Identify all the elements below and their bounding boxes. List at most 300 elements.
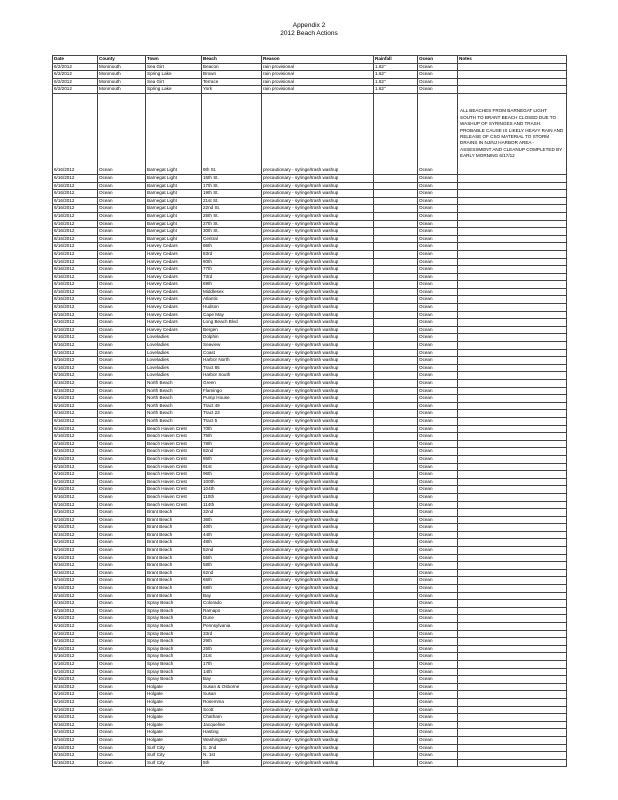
column-header: Reason [262, 56, 374, 64]
county-cell: Ocean [98, 266, 146, 274]
reason-cell: precautionary - syringe/trash washup [262, 395, 374, 403]
date-cell: 6/16/2012 [53, 736, 98, 744]
rainfall-cell [374, 676, 418, 684]
date-cell: 6/16/2012 [53, 342, 98, 350]
beach-cell: Scott [202, 706, 262, 714]
town-cell: Brant Beach [146, 516, 202, 524]
town-cell: Harvey Cedars [146, 304, 202, 312]
county-cell: Ocean [98, 509, 146, 517]
rainfall-cell [374, 357, 418, 365]
county-cell: Ocean [98, 425, 146, 433]
rainfall-cell [374, 630, 418, 638]
water-body-cell: Ocean [418, 326, 458, 334]
date-cell: 6/16/2012 [53, 569, 98, 577]
rainfall-cell [374, 433, 418, 441]
reason-cell: precautionary - syringe/trash washup [262, 380, 374, 388]
beach-cell: 78th [202, 440, 262, 448]
reason-cell: precautionary - syringe/trash washup [262, 250, 374, 258]
notes-cell [458, 759, 567, 767]
county-cell: Ocean [98, 410, 146, 418]
rainfall-cell [374, 592, 418, 600]
reason-cell: rain provisional [262, 86, 374, 94]
county-cell: Ocean [98, 683, 146, 691]
notes-cell [458, 660, 567, 668]
town-cell: Harvey Cedars [146, 266, 202, 274]
rainfall-cell [374, 585, 418, 593]
water-body-cell: Ocean [418, 493, 458, 501]
notes-cell [458, 569, 567, 577]
date-cell: 6/16/2012 [53, 190, 98, 198]
reason-cell: precautionary - syringe/trash washup [262, 402, 374, 410]
reason-cell: precautionary - syringe/trash washup [262, 630, 374, 638]
notes-cell [458, 372, 567, 380]
table-row [53, 463, 567, 471]
town-cell: Holgate [146, 683, 202, 691]
date-cell: 6/16/2012 [53, 691, 98, 699]
town-cell: Harvey Cedars [146, 296, 202, 304]
county-cell: Ocean [98, 197, 146, 205]
date-cell: 6/16/2012 [53, 182, 98, 190]
rainfall-cell [374, 615, 418, 623]
beach-cell: 65th [202, 577, 262, 585]
notes-cell [458, 425, 567, 433]
date-cell: 6/16/2012 [53, 623, 98, 631]
table-body [53, 63, 567, 767]
county-cell: Ocean [98, 676, 146, 684]
water-body-cell: Ocean [418, 71, 458, 79]
beach-cell: 86th [202, 243, 262, 251]
notes-cell [458, 326, 567, 334]
town-cell: Harvey Cedars [146, 311, 202, 319]
notes-cell [458, 585, 567, 593]
water-body-cell: Ocean [418, 197, 458, 205]
town-cell: Spray Beach [146, 630, 202, 638]
rainfall-cell [374, 744, 418, 752]
county-cell: Ocean [98, 630, 146, 638]
water-body-cell: Ocean [418, 698, 458, 706]
notes-cell [458, 228, 567, 236]
water-body-cell: Ocean [418, 569, 458, 577]
notes-cell [458, 516, 567, 524]
column-header: Town [146, 56, 202, 64]
water-body-cell: Ocean [418, 645, 458, 653]
water-body-cell: Ocean [418, 653, 458, 661]
date-cell: 6/16/2012 [53, 357, 98, 365]
rainfall-cell [374, 714, 418, 722]
town-cell: Loveladies [146, 334, 202, 342]
notes-cell [458, 562, 567, 570]
reason-cell: precautionary - syringe/trash washup [262, 319, 374, 327]
table-row [53, 288, 567, 296]
notes-cell [458, 501, 567, 509]
notes-cell [458, 463, 567, 471]
county-cell: Ocean [98, 600, 146, 608]
date-cell: 6/16/2012 [53, 174, 98, 182]
reason-cell: precautionary - syringe/trash washup [262, 266, 374, 274]
beach-cell: Dune [202, 615, 262, 623]
water-body-cell: Ocean [418, 630, 458, 638]
beach-cell: N. 1st [202, 752, 262, 760]
water-body-cell: Ocean [418, 281, 458, 289]
table-row [53, 691, 567, 699]
rainfall-cell [374, 288, 418, 296]
county-cell: Ocean [98, 547, 146, 555]
reason-cell: precautionary - syringe/trash washup [262, 387, 374, 395]
date-cell: 6/16/2012 [53, 93, 98, 174]
table-row [53, 676, 567, 684]
notes-cell [458, 402, 567, 410]
town-cell: Surf City [146, 752, 202, 760]
town-cell: Loveladies [146, 342, 202, 350]
beach-cell: Brown [202, 71, 262, 79]
water-body-cell: Ocean [418, 706, 458, 714]
rainfall-cell [374, 387, 418, 395]
county-cell: Ocean [98, 706, 146, 714]
date-cell: 6/16/2012 [53, 531, 98, 539]
date-cell: 6/16/2012 [53, 501, 98, 509]
notes-cell [458, 182, 567, 190]
county-cell: Ocean [98, 395, 146, 403]
beach-cell: Pennsylvania [202, 623, 262, 631]
rainfall-cell [374, 668, 418, 676]
town-cell: Spring Lake [146, 86, 202, 94]
rainfall-cell [374, 653, 418, 661]
column-header: County [98, 56, 146, 64]
rainfall-cell [374, 235, 418, 243]
date-cell: 6/16/2012 [53, 744, 98, 752]
date-cell: 6/2/2012 [53, 86, 98, 94]
reason-cell: precautionary - syringe/trash washup [262, 752, 374, 760]
town-cell: Harvey Cedars [146, 319, 202, 327]
notes-cell [458, 395, 567, 403]
county-cell: Ocean [98, 569, 146, 577]
table-row [53, 607, 567, 615]
county-cell: Ocean [98, 623, 146, 631]
town-cell: Sea Girt [146, 78, 202, 86]
water-body-cell: Ocean [418, 334, 458, 342]
table-row [53, 736, 567, 744]
rainfall-cell [374, 509, 418, 517]
county-cell: Ocean [98, 402, 146, 410]
beach-cell: 40th [202, 524, 262, 532]
town-cell: Brant Beach [146, 547, 202, 555]
county-cell: Monmouth [98, 86, 146, 94]
rainfall-cell [374, 478, 418, 486]
date-cell: 6/16/2012 [53, 410, 98, 418]
rainfall-cell [374, 212, 418, 220]
beach-cell: Ramapo [202, 607, 262, 615]
table-row [53, 417, 567, 425]
notes-cell [458, 342, 567, 350]
reason-cell: precautionary - syringe/trash washup [262, 174, 374, 182]
water-body-cell: Ocean [418, 311, 458, 319]
beach-cell: 104th [202, 486, 262, 494]
beach-cell: 86th [202, 455, 262, 463]
reason-cell: precautionary - syringe/trash washup [262, 706, 374, 714]
date-cell: 6/16/2012 [53, 250, 98, 258]
water-body-cell: Ocean [418, 296, 458, 304]
water-body-cell: Ocean [418, 759, 458, 767]
beach-cell: 15th St. [202, 174, 262, 182]
table-row [53, 585, 567, 593]
notes-cell [458, 486, 567, 494]
rainfall-cell [374, 516, 418, 524]
date-cell: 6/16/2012 [53, 273, 98, 281]
table-row [53, 205, 567, 213]
water-body-cell: Ocean [418, 319, 458, 327]
date-cell: 6/16/2012 [53, 417, 98, 425]
beach-cell: 110th [202, 493, 262, 501]
water-body-cell: Ocean [418, 273, 458, 281]
reason-cell: precautionary - syringe/trash washup [262, 228, 374, 236]
reason-cell: precautionary - syringe/trash washup [262, 547, 374, 555]
notes-cell [458, 509, 567, 517]
county-cell: Ocean [98, 364, 146, 372]
reason-cell: precautionary - syringe/trash washup [262, 493, 374, 501]
table-row [53, 433, 567, 441]
date-cell: 6/16/2012 [53, 645, 98, 653]
beach-cell: Long Beach Blvd [202, 319, 262, 327]
reason-cell: precautionary - syringe/trash washup [262, 235, 374, 243]
reason-cell: precautionary - syringe/trash washup [262, 205, 374, 213]
county-cell: Ocean [98, 174, 146, 182]
reason-cell: precautionary - syringe/trash washup [262, 653, 374, 661]
reason-cell: precautionary - syringe/trash washup [262, 554, 374, 562]
beach-cell: Hudson [202, 304, 262, 312]
county-cell: Monmouth [98, 78, 146, 86]
town-cell: Spray Beach [146, 660, 202, 668]
notes-cell [458, 607, 567, 615]
date-cell: 6/16/2012 [53, 463, 98, 471]
date-cell: 6/16/2012 [53, 364, 98, 372]
notes-cell [458, 554, 567, 562]
town-cell: Brant Beach [146, 539, 202, 547]
rainfall-cell [374, 304, 418, 312]
rainfall-cell [374, 524, 418, 532]
town-cell: Beach Haven Crest [146, 463, 202, 471]
water-body-cell: Ocean [418, 243, 458, 251]
beach-cell: 25th St. [202, 212, 262, 220]
town-cell: Spray Beach [146, 653, 202, 661]
reason-cell: precautionary - syringe/trash washup [262, 691, 374, 699]
county-cell: Ocean [98, 220, 146, 228]
reason-cell: precautionary - syringe/trash washup [262, 334, 374, 342]
rainfall-cell [374, 273, 418, 281]
reason-cell: precautionary - syringe/trash washup [262, 311, 374, 319]
water-body-cell: Ocean [418, 607, 458, 615]
water-body-cell: Ocean [418, 478, 458, 486]
water-body-cell: Ocean [418, 417, 458, 425]
town-cell: Loveladies [146, 372, 202, 380]
date-cell: 6/16/2012 [53, 296, 98, 304]
table-row [53, 342, 567, 350]
beach-cell: Middlesex [202, 288, 262, 296]
reason-cell: precautionary - syringe/trash washup [262, 197, 374, 205]
beach-cell: Beacon [202, 63, 262, 71]
table-row [53, 311, 567, 319]
notes-cell [458, 250, 567, 258]
table-row [53, 471, 567, 479]
county-cell: Ocean [98, 729, 146, 737]
beach-cell: Chatham [202, 714, 262, 722]
document-title: Appendix 2 [292, 22, 326, 29]
county-cell: Ocean [98, 417, 146, 425]
town-cell: Loveladies [146, 364, 202, 372]
table-row [53, 372, 567, 380]
beach-cell: Cape May [202, 311, 262, 319]
town-cell: Harvey Cedars [146, 258, 202, 266]
water-body-cell: Ocean [418, 372, 458, 380]
beach-cell: Atlantic [202, 296, 262, 304]
table-row [53, 547, 567, 555]
notes-cell [458, 653, 567, 661]
date-cell: 6/16/2012 [53, 455, 98, 463]
town-cell: Spray Beach [146, 645, 202, 653]
beach-cell: 21st [202, 653, 262, 661]
water-body-cell: Ocean [418, 638, 458, 646]
water-body-cell: Ocean [418, 524, 458, 532]
county-cell: Ocean [98, 326, 146, 334]
rainfall-cell [374, 190, 418, 198]
date-cell: 6/2/2012 [53, 63, 98, 71]
beach-cell: Tract 23 [202, 410, 262, 418]
reason-cell: rain provisional [262, 71, 374, 79]
water-body-cell: Ocean [418, 364, 458, 372]
rainfall-cell [374, 395, 418, 403]
reason-cell: precautionary - syringe/trash washup [262, 364, 374, 372]
rainfall-cell [374, 471, 418, 479]
county-cell: Ocean [98, 380, 146, 388]
rainfall-cell [374, 93, 418, 174]
county-cell: Ocean [98, 288, 146, 296]
beach-cell: Jacqueline [202, 721, 262, 729]
town-cell: Barnegat Light [146, 182, 202, 190]
rainfall-cell [374, 645, 418, 653]
town-cell: Brant Beach [146, 509, 202, 517]
beach-actions-table [52, 55, 567, 767]
table-row [53, 493, 567, 501]
date-cell: 6/16/2012 [53, 220, 98, 228]
beach-cell: 70th [202, 425, 262, 433]
date-cell: 6/16/2012 [53, 600, 98, 608]
rainfall-cell [374, 752, 418, 760]
beach-cell: 96th [202, 471, 262, 479]
date-cell: 6/16/2012 [53, 387, 98, 395]
reason-cell: precautionary - syringe/trash washup [262, 342, 374, 350]
rainfall-cell [374, 683, 418, 691]
reason-cell: precautionary - syringe/trash washup [262, 273, 374, 281]
rainfall-cell [374, 539, 418, 547]
column-header: Ocean [418, 56, 458, 64]
beach-cell: 83rd [202, 250, 262, 258]
rainfall-cell [374, 228, 418, 236]
notes-cell [458, 744, 567, 752]
reason-cell: precautionary - syringe/trash washup [262, 486, 374, 494]
beach-cell: 29th [202, 638, 262, 646]
town-cell: North Beach [146, 395, 202, 403]
document-subtitle: 2012 Beach Actions [280, 30, 338, 37]
rainfall-cell [374, 205, 418, 213]
beach-cell: Flamingo [202, 387, 262, 395]
table-row [53, 516, 567, 524]
table-row [53, 623, 567, 631]
column-header: Rainfall [374, 56, 418, 64]
county-cell: Ocean [98, 182, 146, 190]
date-cell: 6/16/2012 [53, 630, 98, 638]
county-cell: Ocean [98, 554, 146, 562]
notes-cell [458, 676, 567, 684]
county-cell: Ocean [98, 607, 146, 615]
reason-cell: precautionary - syringe/trash washup [262, 524, 374, 532]
beach-cell: 32nd [202, 509, 262, 517]
town-cell: Surf City [146, 744, 202, 752]
county-cell: Ocean [98, 516, 146, 524]
date-cell: 6/16/2012 [53, 668, 98, 676]
water-body-cell: Ocean [418, 463, 458, 471]
rainfall-cell [374, 660, 418, 668]
water-body-cell: Ocean [418, 683, 458, 691]
rainfall-cell [374, 380, 418, 388]
rainfall-cell [374, 501, 418, 509]
beach-cell: 48th [202, 539, 262, 547]
date-cell: 6/16/2012 [53, 516, 98, 524]
water-body-cell: Ocean [418, 205, 458, 213]
rainfall-cell [374, 577, 418, 585]
rainfall-cell [374, 326, 418, 334]
rainfall-cell [374, 281, 418, 289]
table-row [53, 486, 567, 494]
beach-cell: 62nd [202, 569, 262, 577]
county-cell: Ocean [98, 281, 146, 289]
county-cell: Ocean [98, 577, 146, 585]
water-body-cell: Ocean [418, 190, 458, 198]
notes-cell [458, 304, 567, 312]
date-cell: 6/16/2012 [53, 638, 98, 646]
table-row [53, 714, 567, 722]
table-row [53, 531, 567, 539]
notes-cell [458, 258, 567, 266]
county-cell: Ocean [98, 471, 146, 479]
date-cell: 6/16/2012 [53, 326, 98, 334]
notes-cell [458, 547, 567, 555]
reason-cell: precautionary - syringe/trash washup [262, 296, 374, 304]
water-body-cell: Ocean [418, 380, 458, 388]
notes-cell [458, 410, 567, 418]
table-row [53, 425, 567, 433]
date-cell: 6/16/2012 [53, 698, 98, 706]
water-body-cell: Ocean [418, 258, 458, 266]
county-cell: Ocean [98, 357, 146, 365]
table-row [53, 326, 567, 334]
date-cell: 6/16/2012 [53, 395, 98, 403]
water-body-cell: Ocean [418, 342, 458, 350]
date-cell: 6/16/2012 [53, 486, 98, 494]
county-cell: Ocean [98, 342, 146, 350]
reason-cell: precautionary - syringe/trash washup [262, 638, 374, 646]
beach-cell: 5th [202, 759, 262, 767]
county-cell: Ocean [98, 691, 146, 699]
table-row [53, 706, 567, 714]
water-body-cell: Ocean [418, 402, 458, 410]
beach-cell: Susan [202, 691, 262, 699]
water-body-cell: Ocean [418, 266, 458, 274]
notes-cell [458, 668, 567, 676]
county-cell: Ocean [98, 440, 146, 448]
beach-cell: Coast [202, 349, 262, 357]
table-row [53, 243, 567, 251]
reason-cell: precautionary - syringe/trash washup [262, 501, 374, 509]
date-cell: 6/16/2012 [53, 281, 98, 289]
